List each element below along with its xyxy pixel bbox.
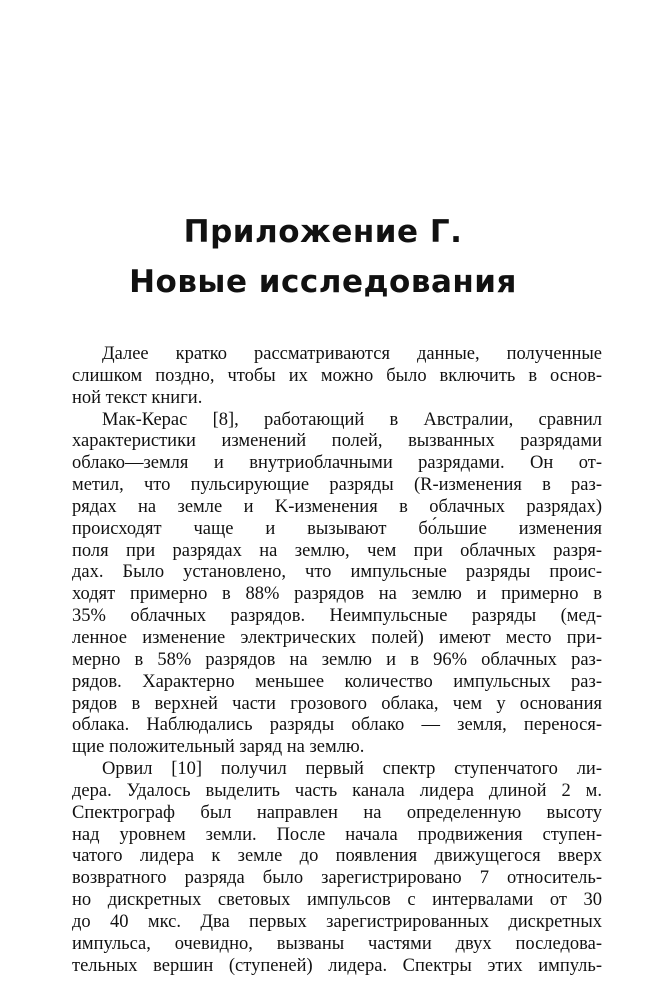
text-line: характеристики изменений полей, вызванных разрядами (72, 431, 602, 452)
text-line: ленное изменение электрических полей) имеют место при- (72, 627, 602, 648)
text-line: облака. Наблюдались разряды облако — земля, перенося- (72, 715, 602, 736)
text-line: слишком поздно, чтобы их можно было включить в основ- (72, 365, 602, 386)
appendix-title: Приложение Г. (183, 214, 463, 250)
text-line: дера. Удалось выделить часть канала лидера длиной 2 м. (72, 780, 602, 801)
text-line: Спектрограф был направлен на определенную высоту (72, 802, 602, 823)
text-line: Мак-Керас [8], работающий в Австралии, сравнил (102, 409, 602, 430)
text-line: возвратного разряда было зарегистрировано 7 относитель- (72, 868, 602, 889)
text-line: до 40 мкс. Два первых зарегистрированных дискретных (72, 911, 602, 932)
text-line: рядов в верхней части грозового облака, чем у основания (72, 693, 602, 714)
text-line: метил, что пульсирующие разряды (R-изменения в раз- (72, 475, 602, 496)
text-line: дах. Было установлено, что импульсные разряды проис- (72, 562, 602, 583)
text-line: но дискретных световых импульсов с интервалами от 30 (72, 890, 602, 911)
text-line: рядах на земле и K-изменения в облачных разрядах) (72, 496, 602, 517)
text-line: поля при разрядах на землю, чем при облачных разря- (72, 540, 602, 561)
text-line: происходят чаще и вызывают бо́льшие изменения (72, 518, 602, 539)
text-line: чатого лидера к земле до появления движущегося вверх (72, 846, 602, 867)
text-line: ходят примерно в 88% разрядов на землю и примерно в (72, 584, 602, 605)
text-line: мерно в 58% разрядов на землю и в 96% облачных раз- (72, 649, 602, 670)
text-line: 35% облачных разрядов. Неимпульсные разряды (мед- (72, 606, 602, 627)
text-line: щие положительный заряд на землю. (72, 737, 365, 758)
text-line: импульса, очевидно, вызваны частями двух последова- (72, 933, 602, 954)
text-line: над уровнем земли. После начала продвижения ступен- (72, 824, 602, 845)
paragraph-mackerras (72, 410, 602, 760)
paragraph-intro (72, 344, 602, 410)
appendix-subtitle: Новые исследования (129, 264, 517, 300)
text-line: Далее кратко рассматриваются данные, полученные (102, 344, 602, 364)
text-line: облако—земля и внутриоблачными разрядами. Он от- (72, 453, 602, 474)
paragraph-orville (72, 759, 602, 977)
text-line: ной текст книги. (72, 387, 203, 408)
text-line: рядов. Характерно меньшее количество импульсных раз- (72, 671, 602, 692)
text-line: тельных вершин (ступеней) лидера. Спектры этих импуль- (72, 955, 602, 976)
body-text (72, 344, 602, 977)
text-line: Орвил [10] получил первый спектр ступенчатого ли- (102, 759, 602, 780)
